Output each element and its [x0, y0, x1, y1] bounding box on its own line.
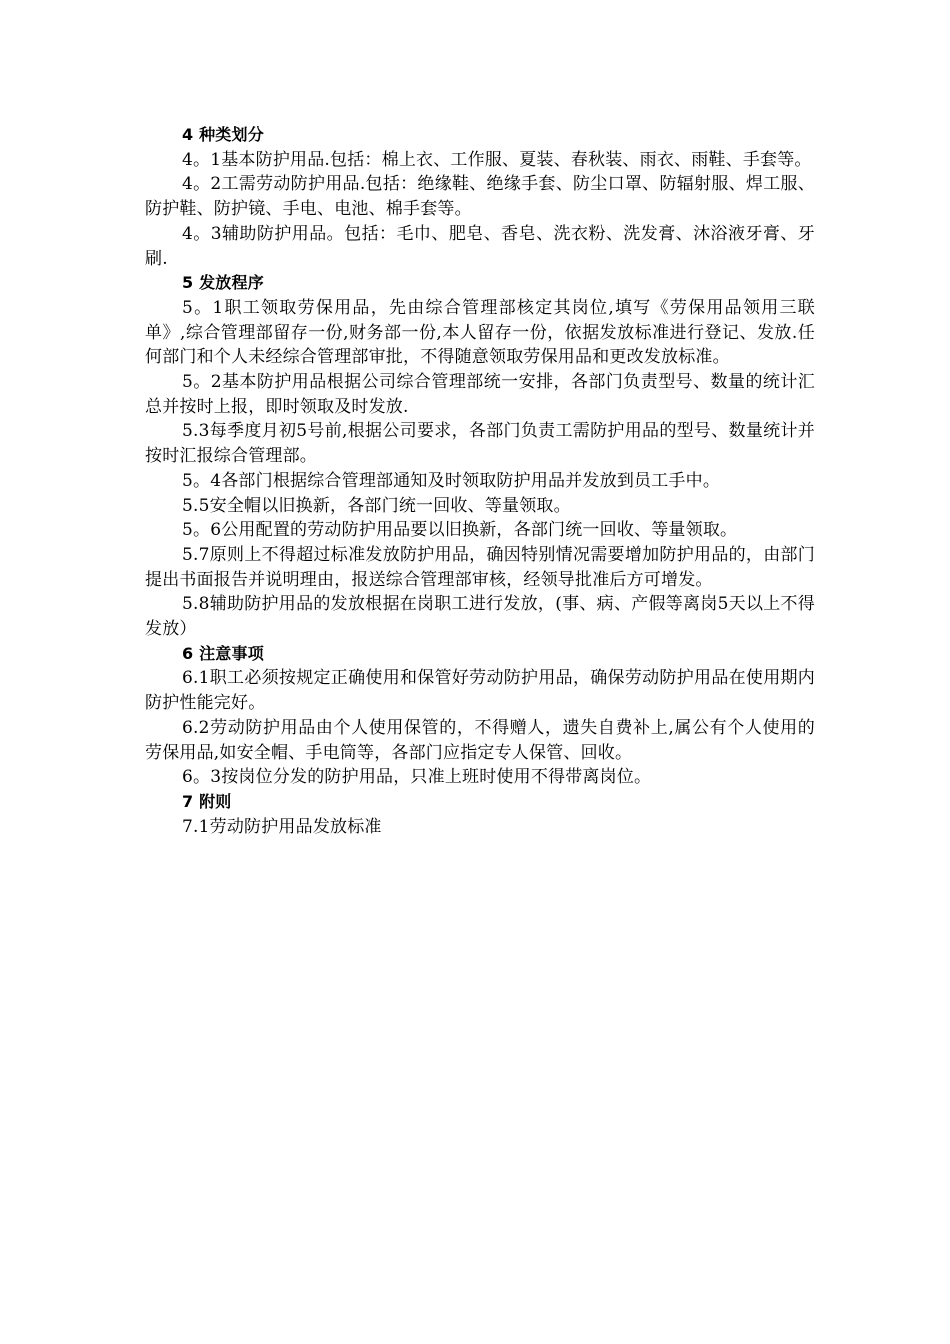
- paragraph-4-2: 4。2工需劳动防护用品.包括：绝缘鞋、绝缘手套、防尘口罩、防辐射服、焊工服、防护鞋、防护镜、手电、电池、棉手套等。: [145, 174, 815, 220]
- section-heading-5: 5 发放程序: [182, 273, 264, 293]
- paragraph-5-2: 5。2基本防护用品根据公司综合管理部统一安排，各部门负责型号、数量的统计汇总并按时上报，即时领取及时发放.: [145, 372, 815, 417]
- paragraph-6-2: 6.2劳动防护用品由个人使用保管的，不得赠人，遗失自费补上,属公有个人使用的劳保用品,如安全帽、手电筒等，各部门应指定专人保管、回收。: [145, 717, 815, 763]
- paragraph-5-1: 5。1职工领取劳保用品，先由综合管理部核定其岗位,填写《劳保用品领用三联单》,综合管理部留存一份,财务部一份,本人留存一份，依据发放标准进行登记、发放.任何部门和个人未经综合管理部审批，不得随意领取劳保用品和更改发放标准。: [145, 297, 815, 368]
- paragraph-7-1: 7.1劳动防护用品发放标准: [182, 816, 382, 837]
- paragraph-5-6: 5。6公用配置的劳动防护用品要以旧换新，各部门统一回收、等量领取。: [182, 520, 738, 541]
- section-heading-4: 4 种类划分: [182, 125, 264, 144]
- paragraph-4-3: 4。3辅助防护用品。包括：毛巾、肥皂、香皂、洗衣粉、洗发膏、沐浴液牙膏、牙刷.: [145, 223, 815, 269]
- paragraph-5-4: 5。4各部门根据综合管理部通知及时领取防护用品并发放到员工手中。: [182, 470, 721, 491]
- paragraph-5-5: 5.5安全帽以旧换新，各部门统一回收、等量领取。: [182, 495, 571, 516]
- document-body: [145, 123, 815, 839]
- paragraph-4-1: 4。1基本防护用品.包括：棉上衣、工作服、夏装、春秋装、雨衣、雨鞋、手套等。: [182, 149, 812, 170]
- section-heading-6: 6 注意事项: [182, 643, 264, 663]
- section-heading-7: 7 附则: [182, 791, 232, 811]
- paragraph-6-3: 6。3按岗位分发的防护用品，只准上班时使用不得带离岗位。: [182, 767, 652, 788]
- paragraph-5-8: 5.8辅助防护用品的发放根据在岗职工进行发放，(事、病、产假等离岗5天以上不得发放）: [145, 594, 815, 640]
- paragraph-5-7: 5.7原则上不得超过标准发放防护用品，确因特别情况需要增加防护用品的，由部门提出书面报告并说明理由，报送综合管理部审核，经领导批准后方可增发。: [145, 544, 815, 590]
- paragraph-5-3: 5.3每季度月初5号前,根据公司要求，各部门负责工需防护用品的型号、数量统计并按时汇报综合管理部。: [145, 421, 815, 467]
- paragraph-6-1: 6.1职工必须按规定正确使用和保管好劳动防护用品，确保劳动防护用品在使用期内防护性能完好。: [145, 668, 815, 714]
